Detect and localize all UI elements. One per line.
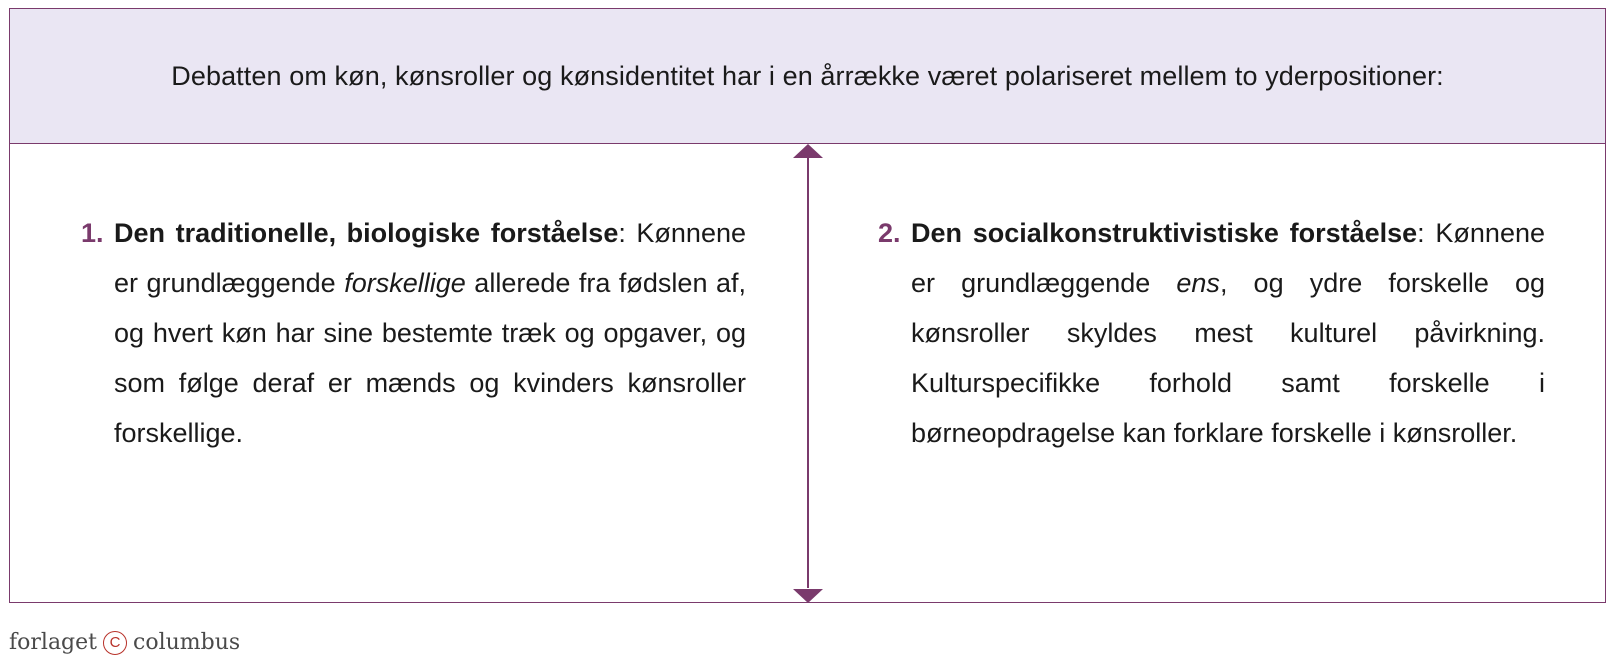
- logo-text-left: forlaget: [9, 630, 97, 655]
- logo-text-right: columbus: [133, 630, 241, 655]
- circle-c-icon: C: [103, 631, 127, 655]
- position-2-emphasis: ens: [1176, 268, 1220, 298]
- position-2: [878, 208, 1545, 458]
- publisher-logo: [9, 630, 240, 655]
- header-band: [10, 9, 1605, 144]
- position-1: [81, 208, 746, 458]
- header-text: Debatten om køn, kønsroller og kønsidentitet har i en årrække været polariseret mellem to yderpositioner:: [171, 60, 1444, 91]
- position-1-text-after: allerede fra fødslen af, og hvert køn har sine bestemte træk og opgaver, og som følge deraf er mænds og kvinders kønsroller forskellige.: [114, 268, 746, 448]
- position-2-text-before: : Kønnene er grundlæggende: [911, 218, 1545, 298]
- position-2-text-after: , og ydre forskelle og kønsroller skyldes mest kulturel påvirkning. Kulturspecifikke forhold samt forskelle i børneopdragelse kan forklare forskelle i kønsroller.: [911, 268, 1545, 448]
- position-1-text-before: : Kønnene er grundlæggende: [114, 218, 746, 298]
- position-1-emphasis: forskellige: [344, 268, 466, 298]
- position-1-number: 1.: [81, 218, 104, 248]
- position-2-term: Den socialkonstruktivistiske forståelse: [911, 218, 1418, 248]
- position-2-number: 2.: [878, 218, 901, 248]
- position-1-term: Den traditionelle, biologiske forståelse: [114, 218, 619, 248]
